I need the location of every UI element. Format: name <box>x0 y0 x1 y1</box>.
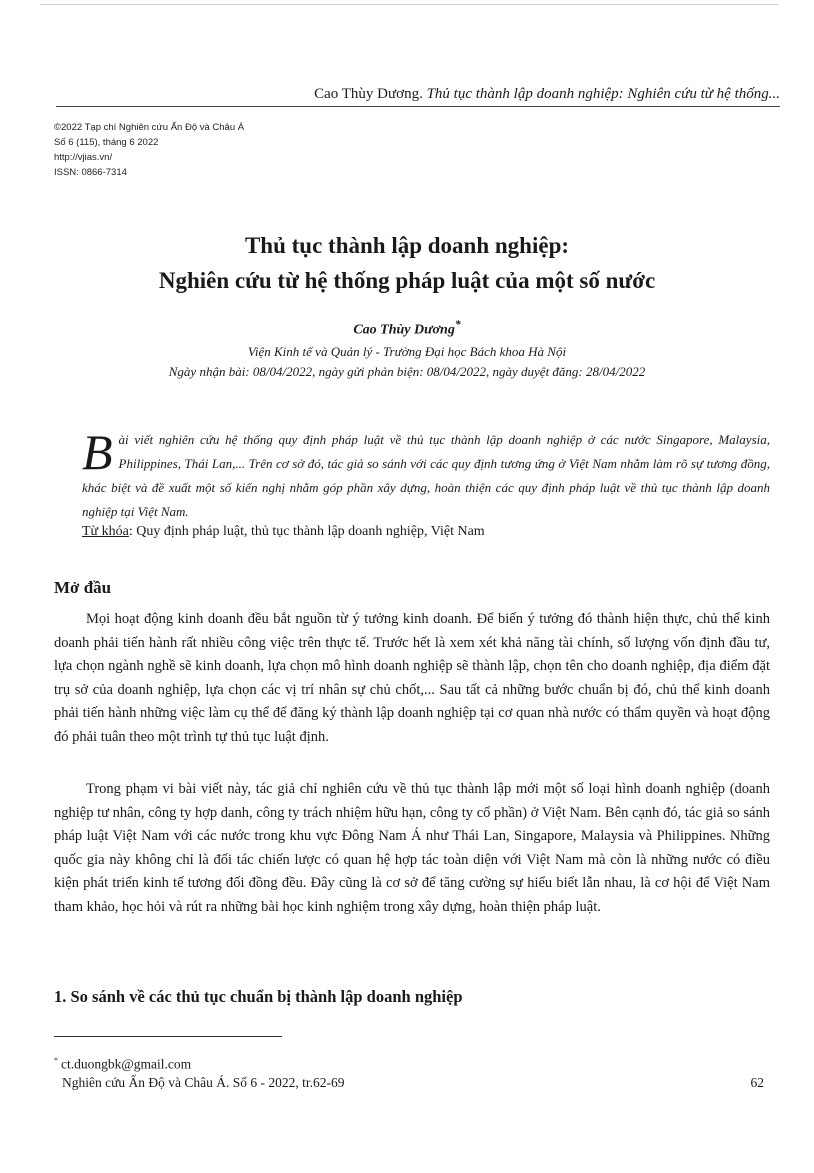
journal-issn: ISSN: 0866-7314 <box>54 167 127 178</box>
author-name-line <box>40 314 774 342</box>
footnote-rule <box>54 1036 282 1037</box>
keywords-text: : Quy định pháp luật, thủ tục thành lập doanh nghiệp, Việt Nam <box>128 524 485 539</box>
footer-citation: Nghiên cứu Ấn Độ và Châu Á. Số 6 - 2022, tr.62-69 <box>62 1075 345 1090</box>
journal-meta <box>54 120 244 180</box>
article-title <box>40 228 774 298</box>
header-rule <box>56 106 780 107</box>
top-scan-rule <box>40 4 778 5</box>
intro-paragraph-1: Mọi hoạt động kinh doanh đều bắt nguồn từ ý tưởng kinh doanh. Để biến ý tưởng đó thành hiện thực, chủ thể kinh doanh phải tiến hành rất nhiều công việc trên thực tế. Trước hết là xem xét khả năng tài chính, số lượng vốn định đầu tư, lựa chọn ngành nghề sẽ kinh doanh, lựa chọn mô hình doanh nghiệp sẽ thành lập, chọn tên cho doanh nghiệp, địa điểm đặt trụ sở của doanh nghiệp, lựa chọn các vị trí nhân sự chủ chốt,... Sau tất cả những bước chuẩn bị đó, chủ thể kinh doanh phải tiến hành những việc làm cụ thể để đăng ký thành lập doanh nghiệp tại cơ quan nhà nước có thẩm quyền và hoạt động đó phải tuân theo một trình tự thủ tục luật định. <box>54 611 770 745</box>
page-number: 62 <box>750 1075 764 1090</box>
footnote <box>54 1051 191 1075</box>
article-title-line1: Thủ tục thành lập doanh nghiệp: <box>244 233 570 258</box>
footnote-marker: * <box>54 1056 58 1065</box>
intro-heading: Mở đầu <box>54 578 112 597</box>
intro-paragraph-2: Trong phạm vi bài viết này, tác giả chỉ nghiên cứu về thủ tục thành lập mới một số loại hình doanh nghiệp (doanh nghiệp tư nhân, công ty hợp danh, công ty trách nhiệm hữu hạn, công ty cổ phần) ở Việt Nam. Bên cạnh đó, tác giả so sánh pháp luật Việt Nam với các nước trong khu vực Đông Nam Á như Thái Lan, Singapore, Malaysia và Philippines. Những quốc gia này không chỉ là đối tác chiến lược có quan hệ hợp tác toàn diện với Việt Nam mà còn là những nước có điều kiện phát triển kinh tế tương đối đồng đều. Đây cũng là cơ sở để tăng cường sự hiểu biết lẫn nhau, là cơ hội để Việt Nam tham khảo, học hỏi và rút ra những bài học kinh nghiệm trong xây dựng, hoàn thiện pháp luật. <box>54 781 770 915</box>
journal-copyright: ©2022 Tạp chí Nghiên cứu Ấn Độ và Châu Á <box>54 122 245 133</box>
footnote-email[interactable]: ct.duongbk@gmail.com <box>61 1056 192 1072</box>
author-name: Cao Thùy Dương <box>353 322 455 338</box>
author-affiliation: Viện Kinh tế và Quản lý - Trường Đại học Bách khoa Hà Nội <box>247 343 567 359</box>
running-header-title: Thủ tục thành lập doanh nghiệp: Nghiên cứu từ hệ thống... <box>426 86 780 102</box>
keywords-label: Từ khóa <box>82 524 129 539</box>
article-dates: Ngày nhận bài: 08/04/2022, ngày gửi phản biện: 08/04/2022, ngày duyệt đăng: 28/04/2022 <box>168 363 646 379</box>
abstract-dropcap: B <box>82 424 113 480</box>
article-title-line2: Nghiên cứu từ hệ thống pháp luật của một số nước <box>158 268 656 293</box>
author-footnote-marker: * <box>454 318 461 331</box>
journal-url[interactable]: http://vjias.vn/ <box>54 152 113 163</box>
section-1-heading: 1. So sánh về các thủ tục chuẩn bị thành lập doanh nghiệp <box>54 987 463 1006</box>
running-header-author: Cao Thùy Dương. <box>314 86 423 102</box>
abstract-text: ài viết nghiên cứu hệ thống quy định pháp luật về thủ tục thành lập doanh nghiệp ở các nước Singapore, Malaysia, Philippines, Thái Lan,... Trên cơ sở đó, tác giả so sánh với các quy định tương ứng ở Việt Nam nhằm làm rõ sự tương đồng, khác biệt và đề xuất một số kiến nghị nhằm góp phần xây dựng, hoàn thiện các quy định pháp luật về thủ tục thành lập doanh nghiệp tại Việt Nam. <box>82 432 770 519</box>
running-header <box>56 86 780 108</box>
author-block <box>40 314 774 382</box>
abstract <box>82 424 770 524</box>
journal-issue: Số 6 (115), tháng 6 2022 <box>54 137 159 148</box>
keywords <box>82 521 770 543</box>
